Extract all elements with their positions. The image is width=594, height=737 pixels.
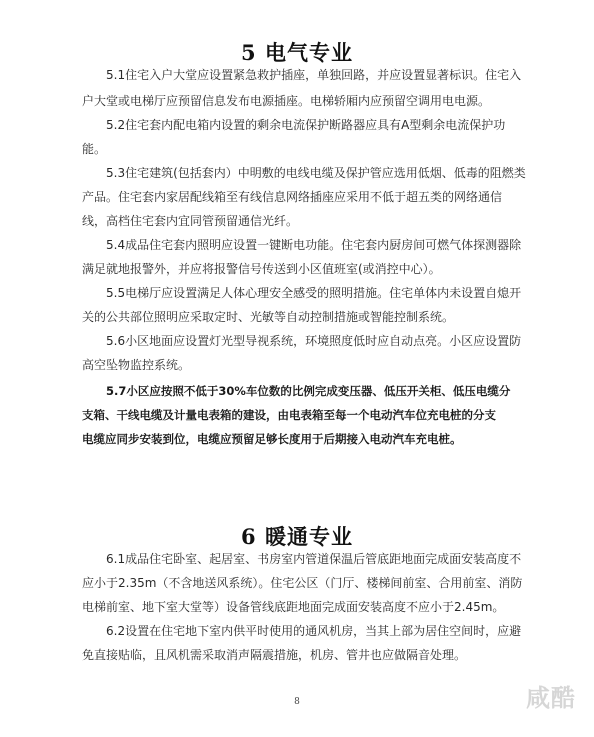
section-heading-hvac: 6 暖通专业 xyxy=(241,524,353,549)
paragraph-line: 电梯前室、地下室大堂等）设备管线底距地面完成面安装高度不应小于2.45m。 xyxy=(82,600,505,614)
paragraph-line: 6.1成品住宅卧室、起居室、书房室内管道保温后管底距地面完成面安装高度不 xyxy=(106,552,522,566)
paragraph-line: 关的公共部位照明应采取定时、光敏等自动控制措施或智能控制系统。 xyxy=(82,310,455,324)
paragraph-line: 5.6小区地面应设置灯光型导视系统，环境照度低时应自动点亮。小区应设置防 xyxy=(106,334,522,348)
paragraph-line: 满足就地报警外，并应将报警信号传送到小区值班室(或消控中心）。 xyxy=(82,262,441,276)
paragraph-line: 高空坠物监控系统。 xyxy=(82,358,191,372)
paragraph-line: 能。 xyxy=(82,142,107,156)
paragraph-line: 应小于2.35m（不含地送风系统）。住宅公区（门厅、楼梯间前室、合用前室、消防 xyxy=(82,576,523,590)
paragraph-line: 免直接贴临，且风机需采取消声隔震措施，机房、管井也应做隔音处理。 xyxy=(82,648,467,662)
paragraph-line: 5.3住宅建筑(包括套内）中明敷的电线电缆及保护管应选用低烟、低毒的阻燃类 xyxy=(106,166,526,180)
paragraph-line: 线，高档住宅套内宜同管预留通信光纤。 xyxy=(82,214,299,228)
paragraph-line: 6.2设置在住宅地下室内供平时使用的通风机房，当其上部为居住空间时，应避 xyxy=(106,624,522,638)
paragraph-line: 产品。住宅套内家居配线箱至有线信息网络插座应采用不低于超五类的网络通信 xyxy=(82,190,503,204)
paragraph-line: 5.1住宅入户大堂应设置紧急救护插座，单独回路，并应设置显著标识。住宅入 xyxy=(106,68,522,82)
paragraph-line: 5.2住宅套内配电箱内设置的剩余电流保护断路器应具有A型剩余电流保护功 xyxy=(106,118,506,132)
bold-paragraph-line: 电缆应同步安装到位，电缆应预留足够长度用于后期接入电动汽车充电桩。 xyxy=(82,432,462,446)
paragraph-line: 户大堂或电梯厅应预留信息发布电源插座。电梯轿厢内应预留空调用电电源。 xyxy=(82,94,491,108)
paragraph-line: 5.5电梯厅应设置满足人体心理安全感受的照明措施。住宅单体内未设置自熄开 xyxy=(106,286,522,300)
bold-paragraph-line: 5.7小区应按照不低于30%车位数的比例完成变压器、低压开关柜、低压电缆分 xyxy=(106,384,511,398)
page-number: 8 xyxy=(294,697,300,707)
bold-paragraph-line: 支箱、干线电缆及计量电表箱的建设，由电表箱至每一个电动汽车位充电桩的分支 xyxy=(82,408,496,422)
watermark-logo: 咸酷 xyxy=(526,684,576,712)
paragraph-line: 5.4成品住宅套内照明应设置一键断电功能。住宅套内厨房间可燃气体探测器除 xyxy=(106,238,522,252)
section-heading-electrical: 5 电气专业 xyxy=(241,40,353,65)
